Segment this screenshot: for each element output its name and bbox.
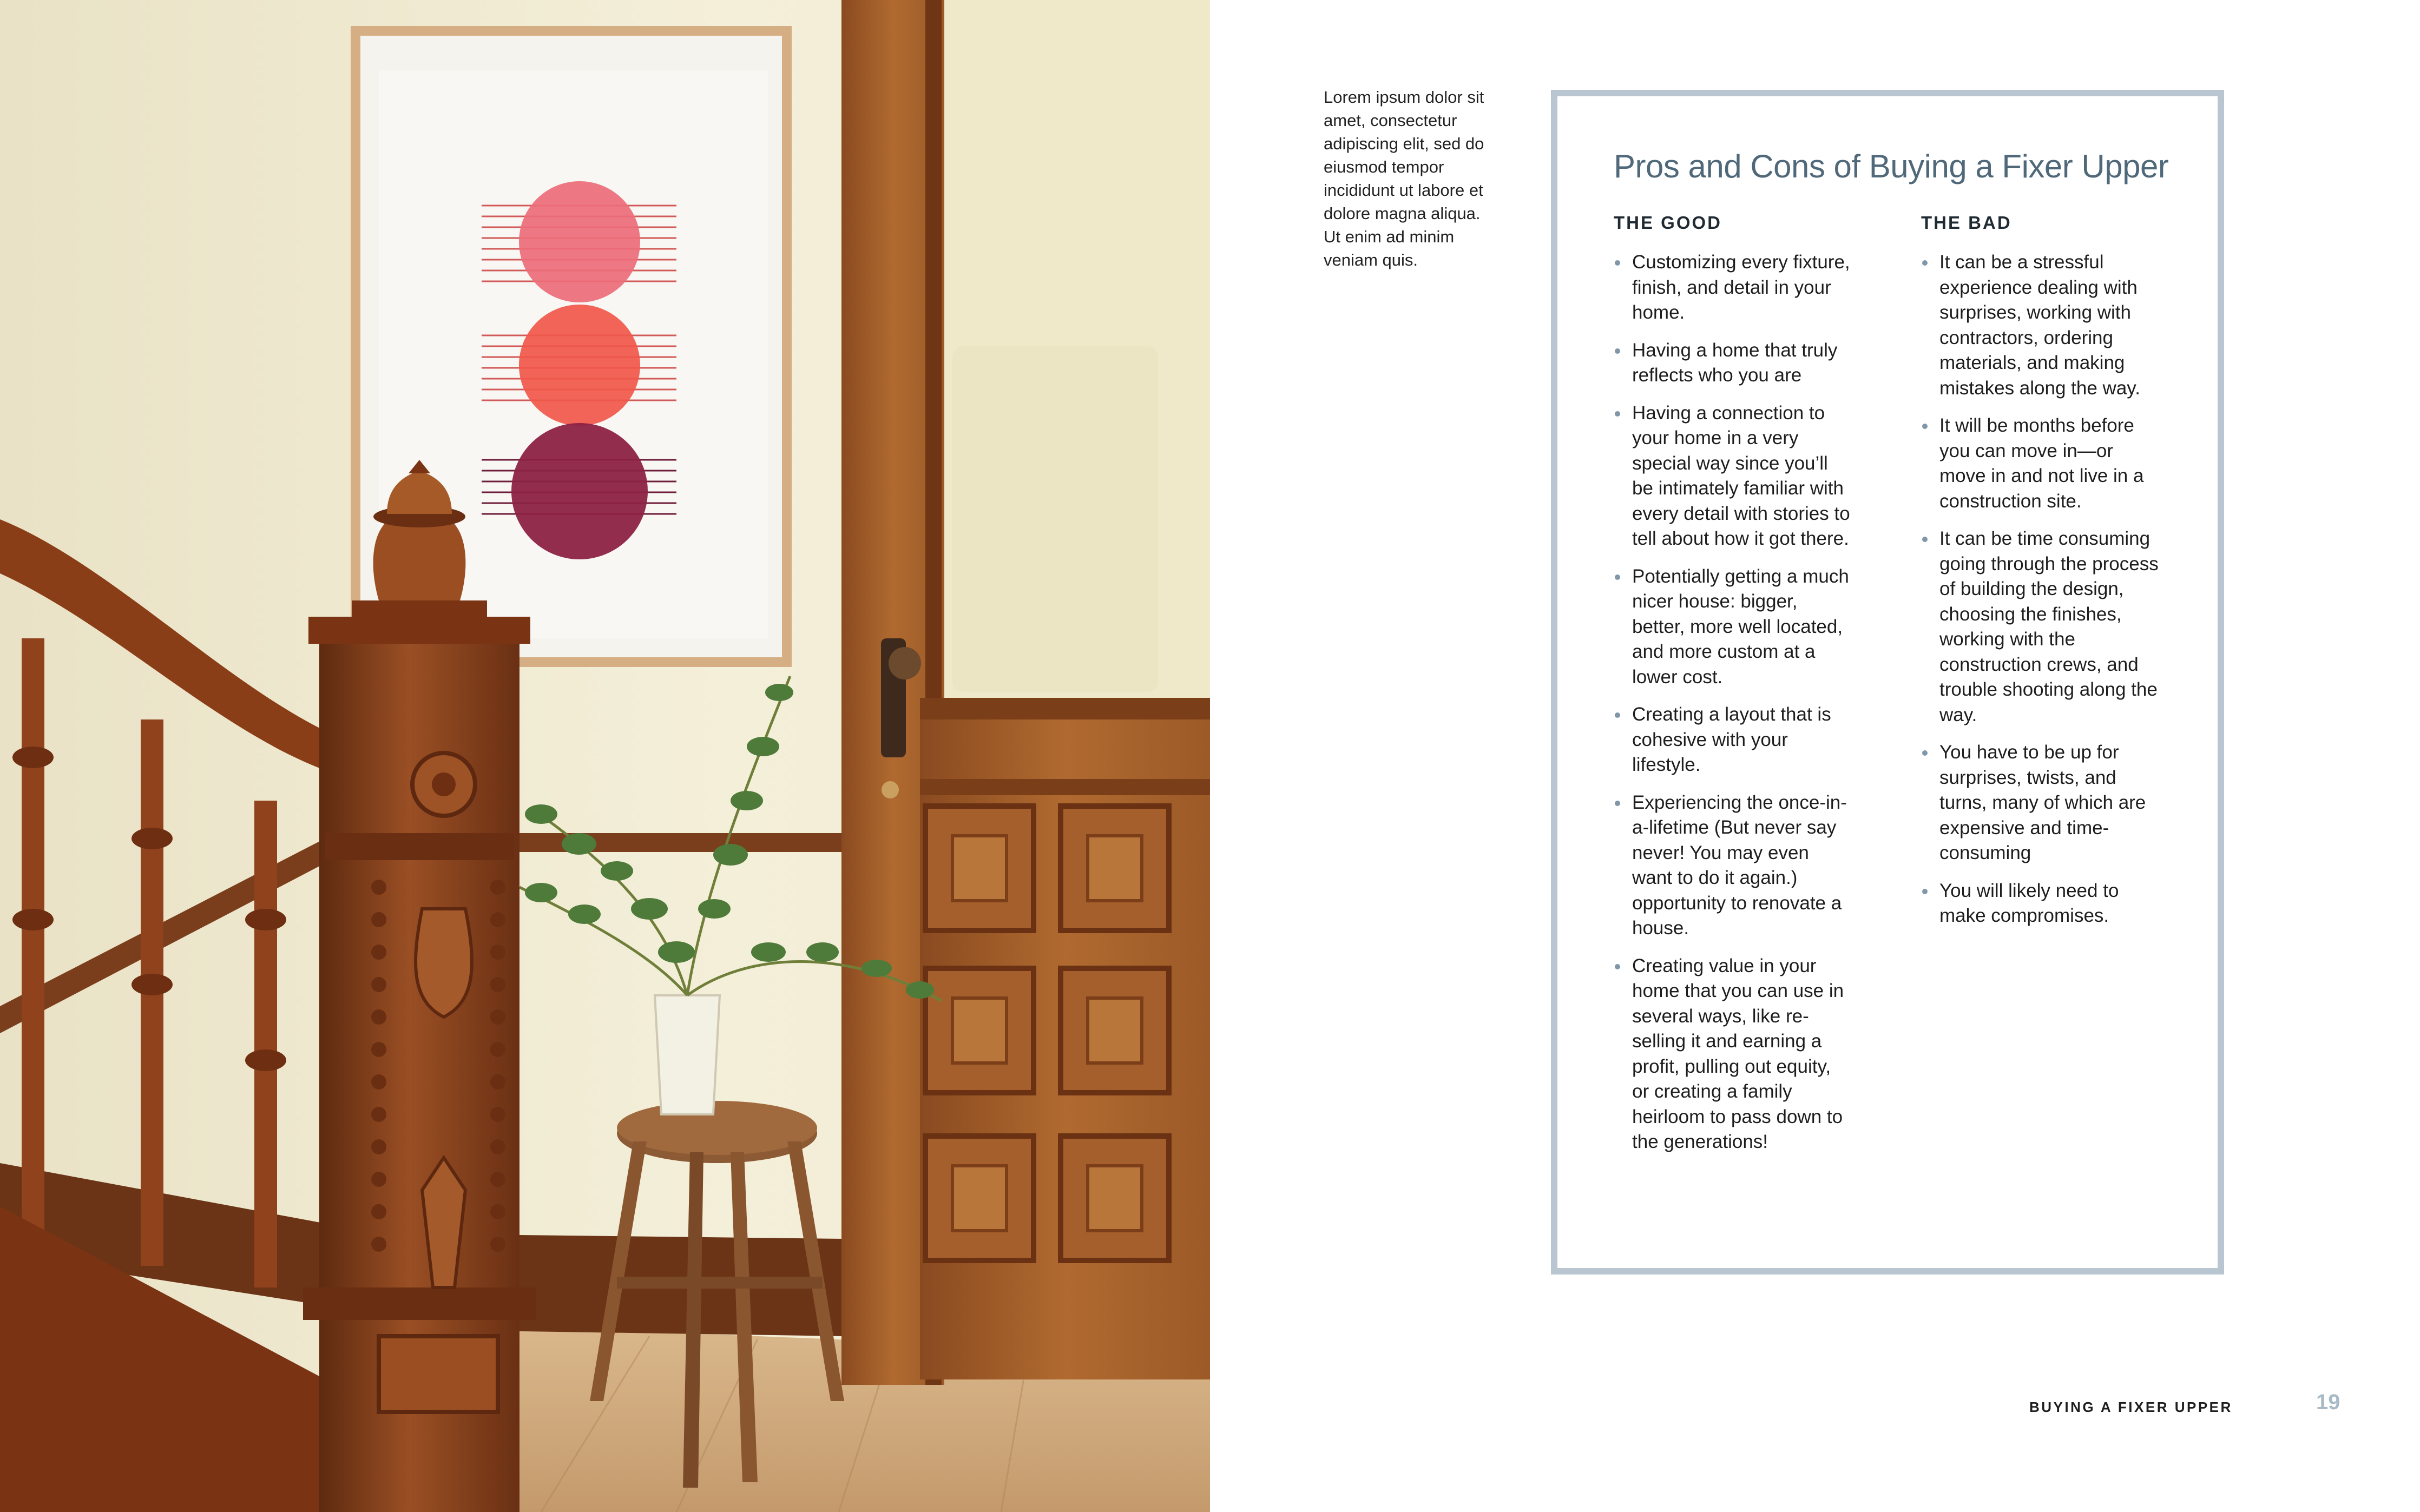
good-list [1614,250,1852,1155]
good-item: Having a home that truly reflects who you are [1614,338,1852,388]
box-title: Pros and Cons of Buying a Fixer Upper [1614,148,2169,184]
bad-list [1921,250,2159,929]
bad-item: It will be months before you can move in—or move in and not live in a construction site. [1921,413,2159,514]
pros-cons-box [1551,90,2224,1275]
newel-post [303,460,536,1512]
bad-column [1921,211,2159,941]
page-number: 19 [2316,1390,2340,1414]
good-item: Creating value in your home that you can use in several ways, like re-selling it and earning a profit, pulling out equity, or creating a family heirloom to pass down to the generations! [1614,954,1852,1155]
good-column [1614,211,1852,1167]
good-heading: THE GOOD [1614,213,1722,233]
good-item: Having a connection to your home in a very special way since you’ll be intimately familiar with every detail with stories to tell about how it got there. [1614,401,1852,552]
bad-item: It can be a stressful experience dealing with surprises, working with contractors, ordering materials, and making mistakes along the way. [1921,250,2159,401]
good-item: Potentially getting a much nicer house: bigger, better, more well located, and more custom at a lower cost. [1614,564,1852,690]
running-footer: BUYING A FIXER UPPER [2029,1399,2233,1415]
good-item: Customizing every fixture, finish, and detail in your home. [1614,250,1852,326]
bad-item: You have to be up for surprises, twists, and turns, many of which are expensive and time-consuming [1921,740,2159,866]
bad-item: It can be time consuming going through the process of building the design, choosing the finishes, working with the construction crews, and trouble shooting along the way. [1921,526,2159,728]
good-item: Creating a layout that is cohesive with your lifestyle. [1614,702,1852,778]
sidebar-note: Lorem ipsum dolor sit amet, consectetur adipiscing elit, sed do eiusmod tempor incididunt ut labore et dolore magna aliqua. Ut enim ad minim veniam quis. [1324,88,1484,269]
bad-heading: THE BAD [1921,213,2012,233]
good-item: Experiencing the once-in-a-lifetime (But never say never! You may even want to do it again.) opportunity to renovate a house. [1614,790,1852,941]
text-page [1210,0,2420,1512]
bad-item: You will likely need to make compromises. [1921,879,2159,929]
